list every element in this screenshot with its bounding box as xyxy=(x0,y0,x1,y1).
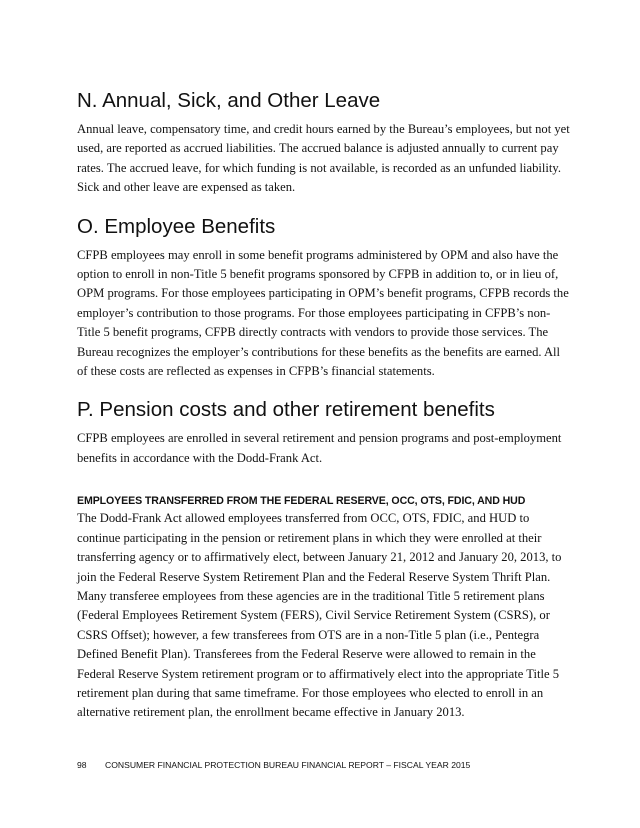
section-heading: N. Annual, Sick, and Other Leave xyxy=(77,89,381,112)
subsection-heading: EMPLOYEES TRANSFERRED FROM THE FEDERAL RESERVE, OCC, OTS, FDIC, AND HUD xyxy=(77,495,526,508)
section-heading: O. Employee Benefits xyxy=(77,214,276,238)
page-footer xyxy=(77,760,470,770)
page-number: 98 xyxy=(77,760,87,770)
section-body: CFPB employees are enrolled in several retirement and pension programs and post-employment benefits in accordance with the Dodd-Frank Act. xyxy=(77,431,562,465)
section-heading: P. Pension costs and other retirement benefits xyxy=(77,398,495,422)
subsection-body: The Dodd-Frank Act allowed employees transferred from OCC, OTS, FDIC, and HUD to continue participating in the pension or retirement plans in which they were enrolled at their transferring agency or to affirmatively elect, between January 21, 2012 and January 20, 2013, to join the Federal Reserve System Retirement Plan and the Federal Reserve System Thrift Plan. Many transferee employees from these agencies are in the traditional Title 5 retirement plans (Federal Employees Retirement System (FERS), Civil Service Retirement System (CSRS), or CSRS Offset); however, a few transferees from OTS are in a non-Title 5 plan (i.e., Pentegra Defined Benefit Plan). Transferees from the Federal Reserve were allowed to remain in the Federal Reserve System retirement program or to affirmatively elect into the appropriate Title 5 retirement plan during that same timeframe. For those employees who elected to enroll in an alternative retirement plan, the enrollment became effective in January 2013. xyxy=(77,511,562,720)
section-body: Annual leave, compensatory time, and credit hours earned by the Bureau’s employees, but not yet used, are reported as accrued liabilities. The accrued balance is adjusted annually to current pay rates. The accrued leave, for which funding is not available, is recorded as an unfunded liability. Sick and other leave are expensed as taken. xyxy=(77,122,570,195)
section-employee-benefits xyxy=(77,214,572,382)
footer-text: CONSUMER FINANCIAL PROTECTION BUREAU FINANCIAL REPORT – FISCAL YEAR 2015 xyxy=(105,760,471,770)
section-body: CFPB employees may enroll in some benefit programs administered by OPM and also have the option to enroll in non-Title 5 benefit programs sponsored by CFPB in addition to, or in lieu of, OPM programs. For those employees participating in OPM’s benefit programs, CFPB records the employer’s contribution to those programs. For those employees participating in CFPB’s non-Title 5 benefit programs, CFPB directly contracts with vendors to provide those services. The Bureau recognizes the employer’s contributions for these benefits as the benefits are earned. All of these costs are reflected as expenses in CFPB’s financial statements. xyxy=(77,247,569,379)
subsection-transferred-employees xyxy=(77,494,572,722)
section-pension-costs xyxy=(77,397,572,468)
page-content xyxy=(77,88,572,723)
section-annual-leave xyxy=(77,88,572,198)
